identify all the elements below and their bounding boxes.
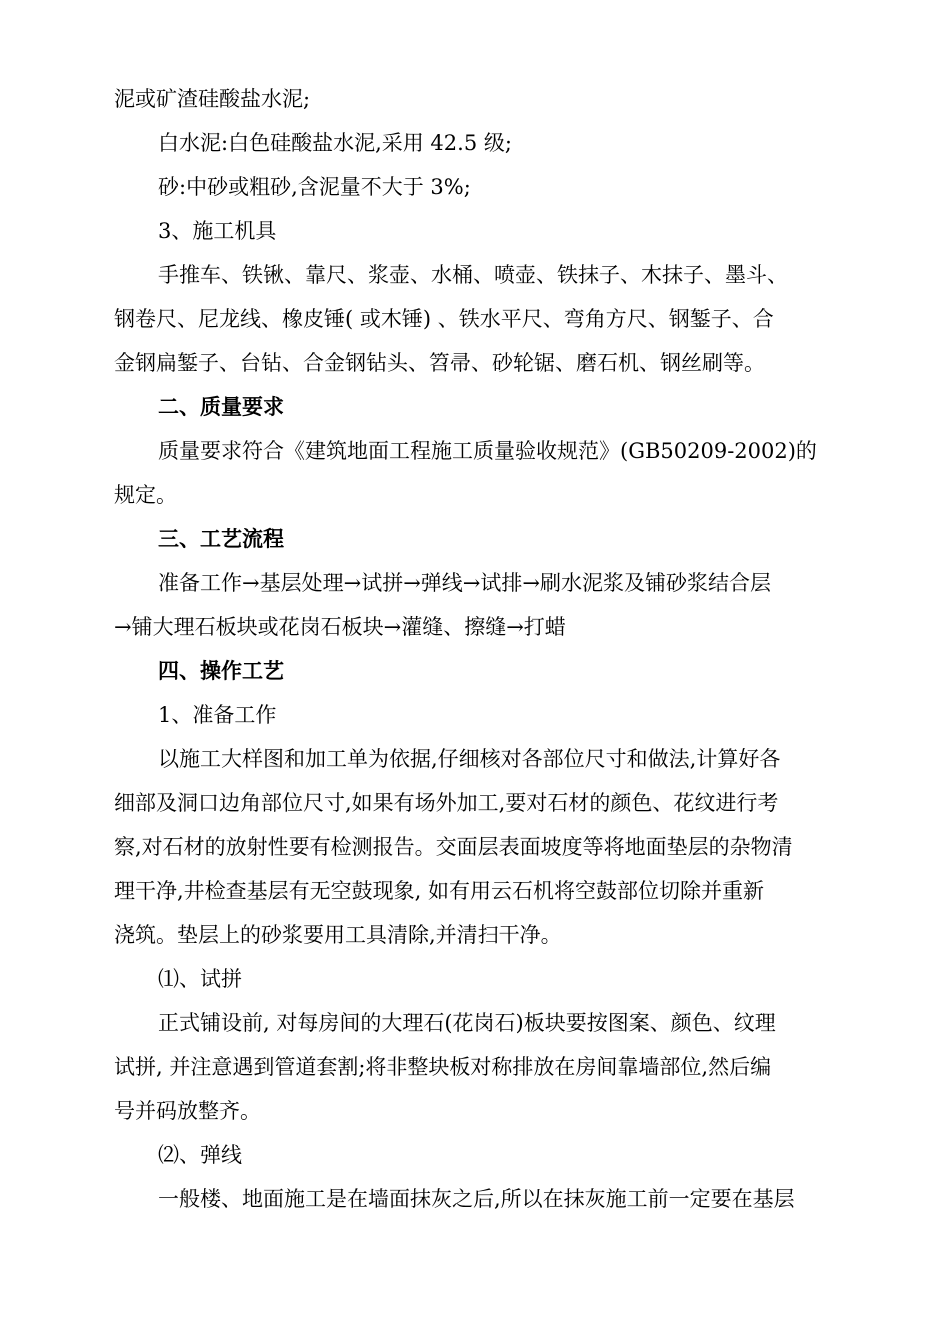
- text-line: 泥或矿渣硅酸盐水泥;: [114, 87, 311, 111]
- text-line: 正式铺设前, 对每房间的大理石(花岗石)板块要按图案、颜色、纹理: [158, 1011, 776, 1035]
- text-line: 白水泥:白色硅酸盐水泥,采用 42.5 级;: [158, 131, 512, 155]
- text-line: 准备工作→基层处理→试拼→弹线→试排→刷水泥浆及铺砂浆结合层: [158, 571, 771, 595]
- text-line: 号并码放整齐。: [114, 1099, 261, 1123]
- text-line: 试拼, 并注意遇到管道套割;将非整块板对称排放在房间靠墙部位,然后编: [114, 1055, 772, 1079]
- text-line: ⑴、试拼: [158, 967, 242, 991]
- text-line: 砂:中砂或粗砂,含泥量不大于 3%;: [158, 175, 471, 199]
- text-line: 细部及洞口边角部位尺寸,如果有场外加工,要对石材的颜色、花纹进行考: [114, 791, 779, 815]
- text-line: 一般楼、地面施工是在墙面抹灰之后,所以在抹灰施工前一定要在基层: [158, 1187, 795, 1211]
- text-line: 3、施工机具: [158, 219, 277, 243]
- text-line: 理干净,井检查基层有无空鼓现象, 如有用云石机将空鼓部位切除并重新: [114, 879, 765, 903]
- text-line: →铺大理石板块或花岗石板块→灌缝、擦缝→打蜡: [114, 615, 566, 639]
- text-line: 以施工大样图和加工单为依据,仔细核对各部位尺寸和做法,计算好各: [158, 747, 781, 771]
- text-line: 手推车、铁锹、靠尺、浆壶、水桶、喷壶、铁抹子、木抹子、墨斗、: [158, 263, 788, 287]
- text-line: 钢卷尺、尼龙线、橡皮锤( 或木锤) 、铁水平尺、弯角方尺、钢錾子、合: [114, 307, 774, 331]
- text-line: 规定。: [114, 483, 177, 507]
- text-line: 1、准备工作: [158, 703, 277, 727]
- text-line: 金钢扁錾子、台钻、合金钢钻头、笤帚、砂轮锯、磨石机、钢丝刷等。: [114, 351, 765, 375]
- section-heading: 四、操作工艺: [158, 658, 284, 683]
- text-line: 察,对石材的放射性要有检测报告。交面层表面坡度等将地面垫层的杂物清: [114, 835, 793, 859]
- text-line: ⑵、弹线: [158, 1143, 242, 1167]
- section-heading: 二、质量要求: [158, 394, 284, 419]
- text-line: 浇筑。垫层上的砂浆要用工具清除,并清扫干净。: [114, 923, 562, 947]
- text-line: 质量要求符合《建筑地面工程施工质量验收规范》(GB50209-2002)的: [158, 439, 817, 463]
- section-heading: 三、工艺流程: [158, 526, 284, 551]
